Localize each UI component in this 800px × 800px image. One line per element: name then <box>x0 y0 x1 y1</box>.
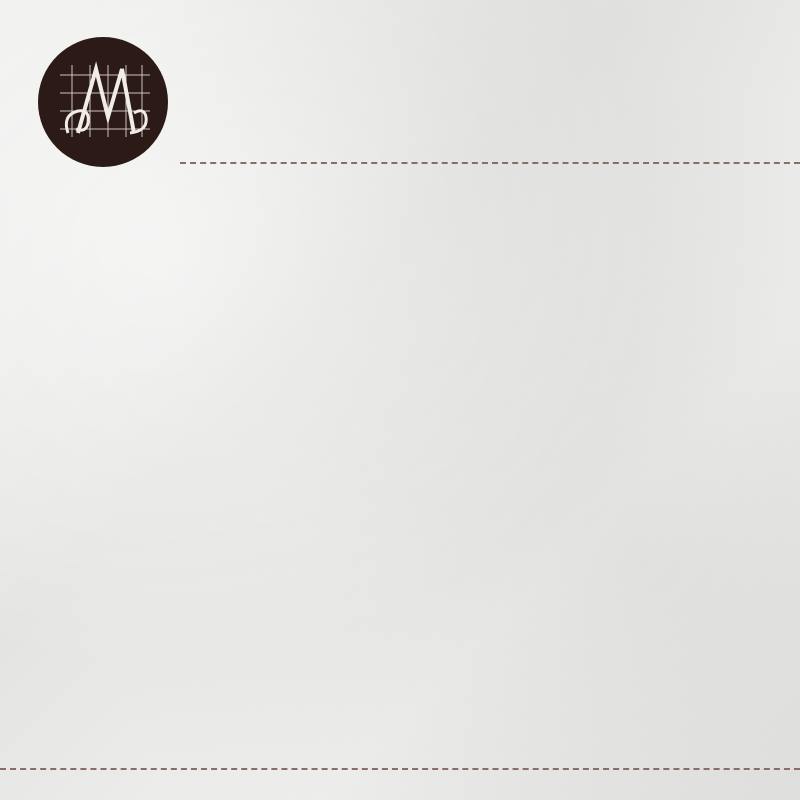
dashed-divider-top <box>180 162 800 164</box>
brand-logo <box>38 37 168 167</box>
dashed-divider-bottom <box>0 768 800 770</box>
monogram-icon <box>38 37 168 167</box>
